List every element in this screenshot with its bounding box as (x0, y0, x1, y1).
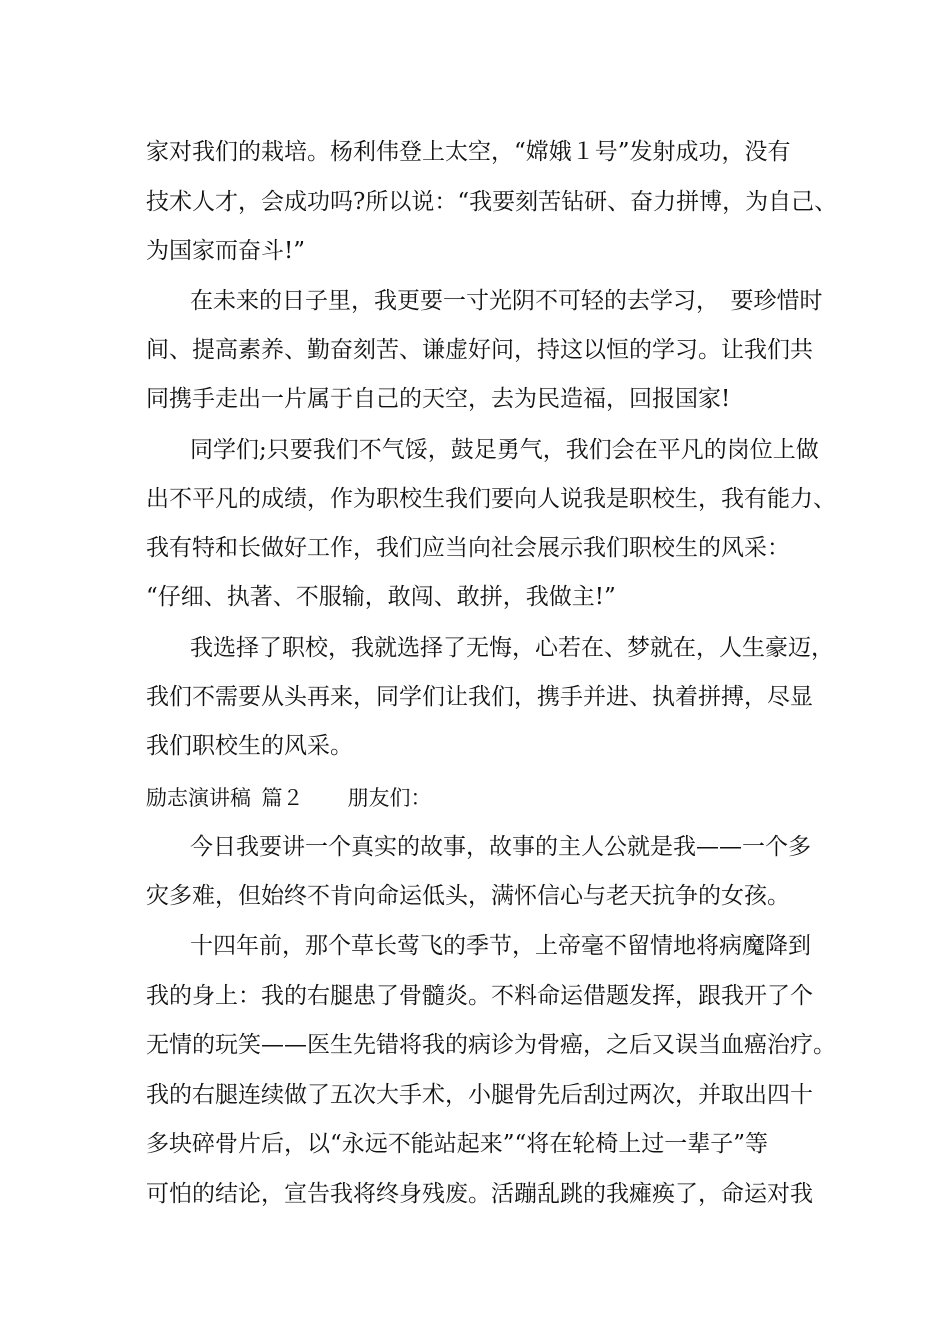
text-line: 技术人才，会成功吗?所以说：“我要刻苦钻研、奋力拼博，为自己、 (146, 189, 838, 215)
text-line: 我有特和长做好工作，我们应当向社会展示我们职校生的风采： (146, 535, 790, 561)
text-line: 我们不需要从头再来，同学们让我们，携手并进、执着拼搏，尽显 (146, 684, 813, 710)
text-line: 家对我们的栽培。杨利伟登上太空，“嫦娥１号”发射成功，没有 (146, 139, 791, 165)
text-line: 我的右腿连续做了五次大手术，小腿骨先后刮过两次，并取出四十 (146, 1082, 813, 1108)
greeting: 朋友们： (347, 786, 432, 810)
text-line: “仔细、执著、不服输，敢闯、敢拼，我做主!” (146, 584, 616, 610)
text-line: 同携手走出一片属于自己的天空，去为民造福，回报国家! (146, 386, 731, 412)
text-line: 可怕的结论，宣告我将终身残废。活蹦乱跳的我瘫痪了，命运对我 (146, 1181, 813, 1207)
text-line: 间、提高素养、勤奋刻苦、谦虚好问，持这以恒的学习。让我们共 (146, 337, 813, 363)
section-number: 篇２ (261, 786, 304, 810)
text-line: 无情的玩笑——医生先错将我的病诊为骨癌，之后又误当血癌治疗。 (146, 1032, 836, 1058)
text-line: 我们职校生的风采。 (146, 733, 353, 759)
section-heading (146, 783, 432, 813)
section-title: 励志演讲稿 (146, 786, 251, 810)
text-line: 出不平凡的成绩，作为职校生我们要向人说我是职校生，我有能力、 (146, 486, 836, 512)
text-line: 为国家而奋斗!” (146, 238, 306, 264)
text-line: 同学们;只要我们不气馁，鼓足勇气，我们会在平凡的岗位上做 (190, 437, 819, 463)
text-line: 在未来的日子里，我更要一寸光阴不可轻的去学习， 要珍惜时 (190, 288, 823, 314)
text-line: 多块碎骨片后，以“永远不能站起来”“将在轮椅上过一辈子”等 (146, 1131, 769, 1157)
text-line: 灾多难，但始终不肯向命运低头，满怀信心与老天抗争的女孩。 (146, 883, 790, 909)
text-line: 十四年前，那个草长莺飞的季节，上帝毫不留情地将病魔降到 (190, 933, 811, 959)
text-line: 今日我要讲一个真实的故事，故事的主人公就是我——一个多 (190, 834, 811, 860)
text-line: 我的身上：我的右腿患了骨髓炎。不料命运借题发挥，跟我开了个 (146, 983, 813, 1009)
text-line: 我选择了职校，我就选择了无悔，心若在、梦就在，人生豪迈， (190, 635, 834, 661)
